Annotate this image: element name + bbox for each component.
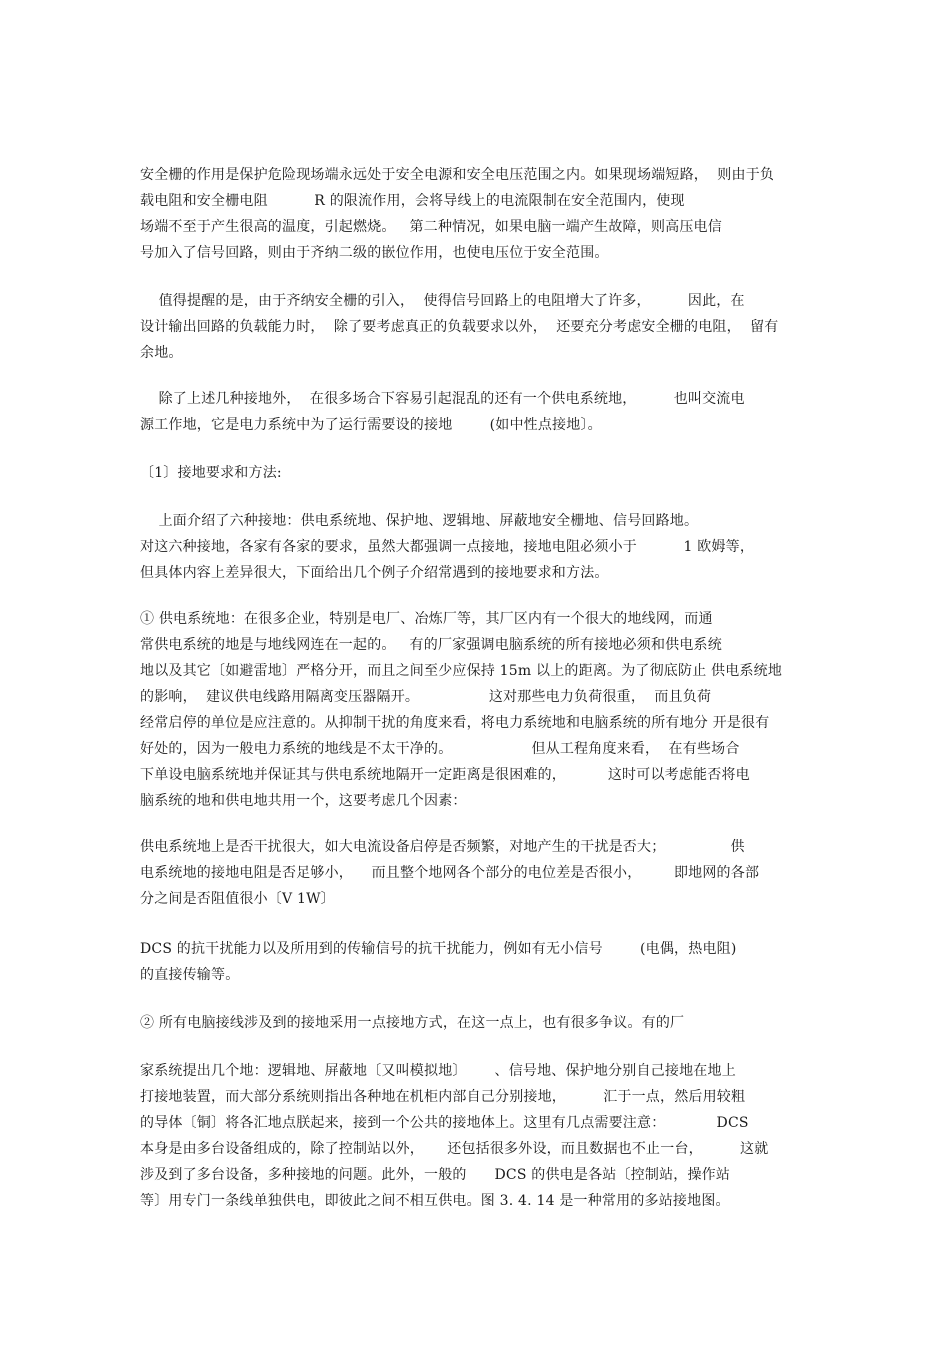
text-line: 涉及到了多台设备，多种接地的问题。此外，一般的 DCS 的供电是各站〔控制站，操作站	[140, 1167, 731, 1183]
text-line: 电系统地的接地电阻是否足够小， 而且整个地网各个部分的电位差是否很小， 即地网的各部	[140, 865, 760, 881]
text-line: 等〕用专门一条线单独供电，即彼此之间不相互供电。图 3. 4. 14 是一种常用的多站接地图。	[140, 1193, 730, 1209]
text-line: DCS 的抗干扰能力以及所用到的传输信号的抗干扰能力，例如有无小信号 (电偶，热电阻)	[140, 941, 737, 957]
text-line: 经常启停的单位是应注意的。从抑制干扰的角度来看，将电力系统地和电脑系统的所有地分 开是很有	[140, 715, 770, 731]
text-line: 供电系统地上是否干扰很大，如大电流设备启停是否频繁，对地产生的干扰是否大； 供	[140, 839, 745, 855]
text-line: 源工作地，它是电力系统中为了运行需要设的接地 (如中性点接地〕。	[140, 417, 602, 433]
text-line: 的直接传输等。	[140, 967, 240, 983]
text-line: 但具体内容上差异很大，下面给出几个例子介绍常遇到的接地要求和方法。	[140, 565, 609, 581]
text-line: 对这六种接地，各家有各家的要求，虽然大都强调一点接地，接地电阻必须小于 1 欧姆等，	[140, 539, 755, 555]
text-line: 余地。	[140, 345, 183, 361]
text-line: 的导体〔铜〕将各汇地点朕起来，接到一个公共的接地体上。这里有几点需要注意： DCS	[140, 1115, 749, 1131]
text-line: 载电阻和安全栅电阻 R 的限流作用，会将导线上的电流限制在安全范围内，使现	[140, 193, 685, 209]
text-line: 设计输出回路的负载能力时， 除了要考虑真正的负载要求以外， 还要充分考虑安全栅的电阻， 留有	[140, 319, 779, 335]
text-line: 安全栅的作用是保护危险现场端永远处于安全电源和安全电压范围之内。如果现场端短路， 则由于负	[140, 167, 775, 183]
text-line: 场端不至于产生很高的温度，引起燃烧。 第二种情况，如果电脑一端产生故障，则高压电信	[140, 219, 722, 235]
text-line: 地以及其它〔如避雷地〕严格分开，而且之间至少应保持 15m 以上的距离。为了彻底防止 供电系统地	[140, 663, 783, 679]
text-line: 上面介绍了六种接地：供电系统地、保护地、逻辑地、屏蔽地安全栅地、信号回路地。	[140, 513, 699, 529]
text-line: 值得提醒的是，由于齐纳安全栅的引入， 使得信号回路上的电阻增大了许多， 因此，在	[140, 293, 745, 309]
text-line: 本身是由多台设备组成的，除了控制站以外， 还包括很多外设，而且数据也不止一台， 这就	[140, 1141, 769, 1157]
section-heading: 〔1〕接地要求和方法:	[140, 465, 282, 481]
text-line: 好处的，因为一般电力系统的地线是不太干净的。 但从工程角度来看， 在有些场合	[140, 741, 740, 757]
text-line: 的影响， 建议供电线路用隔离变压器隔开。 这对那些电力负荷很重， 而且负荷	[140, 689, 712, 705]
text-line: 脑系统的地和供电地共用一个，这要考虑几个因素：	[140, 793, 467, 809]
text-line: 家系统提出几个地：逻辑地、屏蔽地〔又叫模拟地〕 、信号地、保护地分别自己接地在地上	[140, 1063, 736, 1079]
text-line: 除了上述几种接地外， 在很多场合下容易引起混乱的还有一个供电系统地， 也叫交流电	[140, 391, 745, 407]
text-line: 常供电系统的地是与地线网连在一起的。 有的厂家强调电脑系统的所有接地必须和供电系统	[140, 637, 722, 653]
text-line: 分之间是否阻值很小〔V 1W〕	[140, 891, 335, 907]
text-line: ② 所有电脑接线涉及到的接地采用一点接地方式，在这一点上，也有很多争议。有的厂	[140, 1015, 685, 1031]
text-line: ① 供电系统地：在很多企业，特别是电厂、冶炼厂等，其厂区内有一个很大的地线网，而通	[140, 611, 713, 627]
text-line: 下单设电脑系统地并保证其与供电系统地隔开一定距离是很困难的， 这时可以考虑能否将电	[140, 767, 750, 783]
text-line: 打接地装置，而大部分系统则指出各种地在机柜内部自己分别接地， 汇于一点，然后用较粗	[140, 1089, 746, 1105]
text-line: 号加入了信号回路，则由于齐纳二级的嵌位作用，也使电压位于安全范围。	[140, 245, 609, 261]
